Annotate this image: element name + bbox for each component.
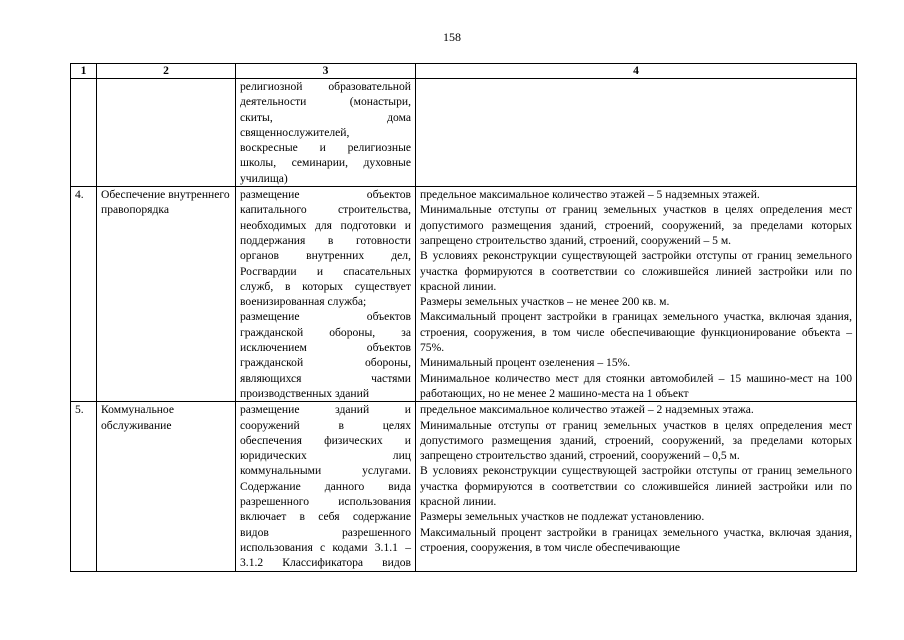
row-4-desc-line: военизированная служба; (240, 295, 367, 309)
row-4-param: В условиях реконструкции существующей застройки отступы от границ земельного участка формируются в соответствии со сложившейся линией застройки или по красной линии. (420, 249, 852, 293)
page-number: 158 (443, 30, 461, 44)
row-4-parameters (416, 187, 857, 402)
row-5-desc-line: Содержание данного вида (240, 479, 411, 493)
row-5-desc-line: 3.1.2 Классификатора видов (240, 556, 411, 570)
row-4-desc-line: размещение объектов (240, 188, 411, 202)
row-4-param: Минимальное количество мест для стоянки автомобилей – 15 машино-мест на 100 работающих, но не менее 2 машино-места на 1 объект (420, 371, 852, 400)
row-4-param: Минимальный процент озеленения – 15%. (420, 356, 631, 370)
row-4-desc-line: поддержания в готовности (240, 233, 411, 247)
row-4-param: Минимальные отступы от границ земельных участков в целях определения мест допустимого размещения зданий, строений, сооружений, за пределами которых запрещено строительство зданий, строений, сооружений – 5 м. (420, 203, 852, 247)
table-row-5 (71, 402, 857, 571)
row-4-desc-line: органов внутренних дел, (240, 249, 411, 263)
row-4-desc-line: Росгвардии и спасательных (240, 264, 411, 278)
row-5-name: Коммунальное обслуживание (97, 402, 236, 571)
cont-number-cell (71, 79, 97, 187)
row-5-param: Размеры земельных участков не подлежат установлению. (420, 510, 705, 524)
row-5-param: Минимальные отступы от границ земельных участков в целях определения мест допустимого размещения зданий, строений, сооружений, за пределами которых запрещено строительство зданий, строений, сооружений – 0,5 м. (420, 418, 852, 463)
cont-desc-line: скиты, дома (240, 110, 411, 124)
regulations-table (70, 63, 857, 572)
row-5-desc-line: сооружений в целях (240, 418, 411, 432)
row-5-desc-line: включает в себя содержание (240, 510, 411, 524)
cont-desc-line: религиозной образовательной (240, 80, 411, 93)
row-5-desc-line: размещение зданий и (240, 403, 411, 417)
row-4-desc-line: являющихся частями (240, 371, 411, 385)
cont-desc-line: училища) (240, 171, 288, 185)
row-5-desc-line: использования с кодами 3.1.1 – (240, 540, 411, 554)
header-col-2: 2 (97, 64, 236, 79)
row-5-param: Максимальный процент застройки в границах земельного участка, включая здания, строения, сооружения, в том числе обеспечивающие (420, 525, 852, 554)
row-5-description (236, 402, 416, 571)
row-5-param: В условиях реконструкции существующей застройки отступы от границ земельного участка формируются в соответствии со сложившейся линией застройки или по красной линии. (420, 464, 852, 509)
row-4-param: предельное максимальное количество этажей – 5 надземных этажей. (420, 188, 760, 202)
row-5-desc-line: юридических лиц (240, 449, 411, 463)
header-col-3: 3 (236, 64, 416, 79)
row-4-desc-line: капитального строительства, (240, 203, 411, 217)
row-4-desc-line: гражданской обороны, (240, 356, 411, 370)
row-4-desc-line: производственных зданий (240, 386, 370, 400)
row-5-desc-line: коммунальными услугами. (240, 464, 411, 478)
row-4-description (236, 187, 416, 402)
row-5-desc-line: разрешенного использования (240, 495, 411, 509)
row-4-number: 4. (71, 187, 97, 402)
row-4-param: Максимальный процент застройки в границах земельного участка, включая здания, строения, сооружения, в том числе обеспечивающие функционирование объекта – 75%. (420, 310, 852, 355)
row-4-desc-line: необходимых для подготовки и (240, 218, 411, 232)
row-4-desc-line: гражданской обороны, за (240, 325, 411, 339)
cont-name-cell (97, 79, 236, 187)
row-5-param: предельное максимальное количество этажей – 2 надземных этажа. (420, 403, 754, 417)
header-col-1: 1 (71, 64, 97, 79)
table-row-continuation (71, 79, 857, 187)
cont-description-cell (236, 79, 416, 187)
row-5-desc-line: обеспечения физических и (240, 433, 411, 447)
header-col-4: 4 (416, 64, 857, 79)
cont-desc-line: воскресные и религиозные (240, 141, 411, 155)
row-4-param: Размеры земельных участков – не менее 200 кв. м. (420, 295, 670, 309)
row-5-desc-line: видов разрешенного (240, 525, 411, 539)
cont-desc-line: священнослужителей, (240, 125, 350, 139)
row-4-desc-line: исключением объектов (240, 341, 411, 355)
table-row-4 (71, 187, 857, 402)
row-5-parameters (416, 402, 857, 571)
table-header-row (71, 64, 857, 79)
row-4-name: Обеспечение внутреннего правопорядка (97, 187, 236, 402)
row-4-desc-line: размещение объектов (240, 310, 411, 324)
cont-desc-line: школы, семинарии, духовные (240, 156, 411, 170)
row-4-desc-line: служб, в которых существует (240, 279, 411, 293)
cont-desc-line: деятельности (монастыри, (240, 95, 411, 109)
row-5-number: 5. (71, 402, 97, 571)
cont-parameters-cell (416, 79, 857, 187)
